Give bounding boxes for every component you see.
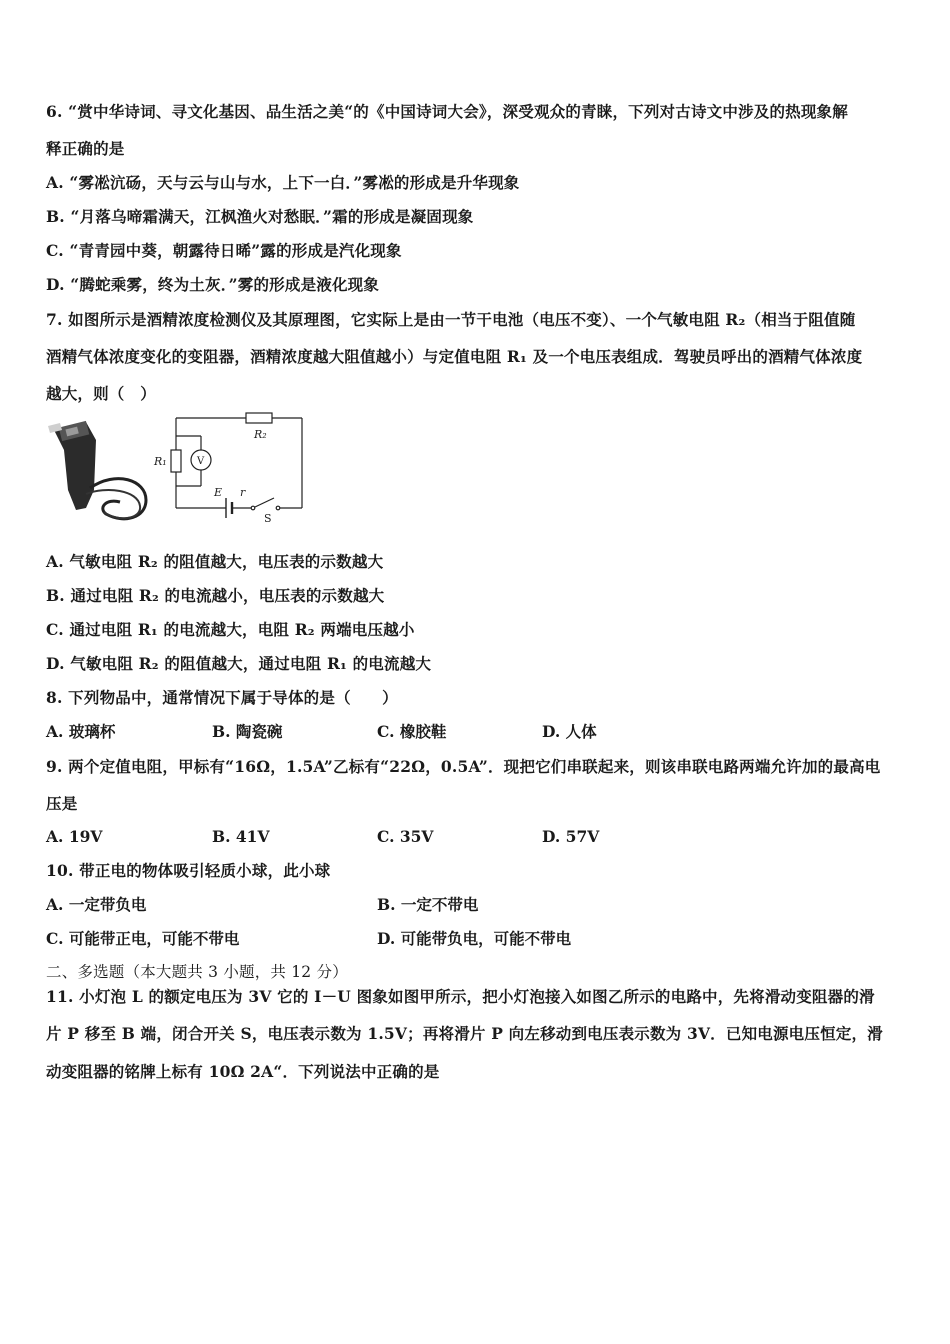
q6-option-a: A. “雾凇沆砀，天与云与山与水，上下一白．”雾凇的形成是升华现象 xyxy=(46,173,520,192)
q7-stem-line2: 酒精气体浓度变化的变阻器，酒精浓度越大阻值越小）与定值电阻 R₁ 及一个电压表组成．驾驶员呼出的酒精气体浓度 xyxy=(46,347,863,366)
q9-option-b: B. 41V xyxy=(212,827,270,846)
q6-stem-line1: 6. “赏中华诗词、寻文化基因、品生活之美“的《中国诗词大会》，深受观众的青睐，下列对古诗文中涉及的热现象解 xyxy=(46,102,848,121)
q10-option-b: B. 一定不带电 xyxy=(377,895,479,914)
q6-option-d: D. “腾蛇乘雾，终为土灰．”雾的形成是液化现象 xyxy=(46,275,380,294)
q9-option-c: C. 35V xyxy=(377,827,434,846)
q8-option-c: C. 橡胶鞋 xyxy=(377,722,447,741)
q8-stem: 8. 下列物品中，通常情况下属于导体的是（ ） xyxy=(46,688,398,707)
q9-option-a: A. 19V xyxy=(46,827,103,846)
q9-stem-line1: 9. 两个定值电阻，甲标有“16Ω，1.5A”乙标有“22Ω，0.5A”．现把它们串联起来，则该串联电路两端允许加的最高电 xyxy=(46,757,881,776)
q11-stem-line1: 11. 小灯泡 L 的额定电压为 3V 它的 I－U 图象如图甲所示，把小灯泡接入如图乙所示的电路中，先将滑动变阻器的滑 xyxy=(46,987,875,1006)
resistor-r1 xyxy=(171,450,181,472)
q8-option-a: A. 玻璃杯 xyxy=(46,722,116,741)
q7-option-d: D. 气敏电阻 R₂ 的阻值越大，通过电阻 R₁ 的电流越大 xyxy=(46,654,432,673)
q7-option-b: B. 通过电阻 R₂ 的电流越小，电压表的示数越大 xyxy=(46,586,385,605)
q6-option-c: C. “青青园中葵，朝露待日晞”露的形成是汽化现象 xyxy=(46,241,402,260)
label-e: E xyxy=(214,486,223,499)
q7-option-c: C. 通过电阻 R₁ 的电流越大，电阻 R₂ 两端电压越小 xyxy=(46,620,415,639)
q10-stem: 10. 带正电的物体吸引轻质小球，此小球 xyxy=(46,861,331,880)
q7-option-a: A. 气敏电阻 R₂ 的阻值越大，电压表的示数越大 xyxy=(46,552,384,571)
resistor-r2 xyxy=(246,413,272,423)
q6-stem-line2: 释正确的是 xyxy=(46,139,125,158)
q8-option-b: B. 陶瓷碗 xyxy=(212,722,283,741)
label-r1: R₁ xyxy=(154,455,167,468)
q6-option-b: B. “月落乌啼霜满天，江枫渔火对愁眠．”霜的形成是凝固现象 xyxy=(46,207,474,226)
q9-option-d: D. 57V xyxy=(542,827,600,846)
breathalyzer-figure xyxy=(46,410,316,530)
q8-option-d: D. 人体 xyxy=(542,722,597,741)
label-r: r xyxy=(240,486,246,499)
q10-option-c: C. 可能带正电，可能不带电 xyxy=(46,929,240,948)
q10-option-a: A. 一定带负电 xyxy=(46,895,147,914)
label-voltmeter: V xyxy=(197,456,205,467)
circuit-diagram xyxy=(171,413,302,518)
switch-lever xyxy=(255,498,274,507)
q11-stem-line2: 片 P 移至 B 端，闭合开关 S，电压表示数为 1.5V；再将滑片 P 向左移动到电压表示数为 3V．已知电源电压恒定，滑 xyxy=(46,1024,883,1043)
q9-stem-line2: 压是 xyxy=(46,794,78,813)
q7-stem-line1: 7. 如图所示是酒精浓度检测仪及其原理图，它实际上是由一节干电池（电压不变）、一个气敏电阻 R₂（相当于阻值随 xyxy=(46,310,856,329)
section-heading-multiple-choice: 二、多选题（本大题共 3 小题，共 12 分） xyxy=(46,963,348,981)
breathalyzer-device-image xyxy=(48,421,146,519)
q10-option-d: D. 可能带负电，可能不带电 xyxy=(377,929,572,948)
label-r2: R₂ xyxy=(254,428,267,441)
q11-stem-line3: 动变阻器的铭牌上标有 10Ω 2A“．下列说法中正确的是 xyxy=(46,1062,440,1081)
label-s: S xyxy=(264,512,272,525)
q7-stem-line3: 越大，则（ ） xyxy=(46,384,156,403)
